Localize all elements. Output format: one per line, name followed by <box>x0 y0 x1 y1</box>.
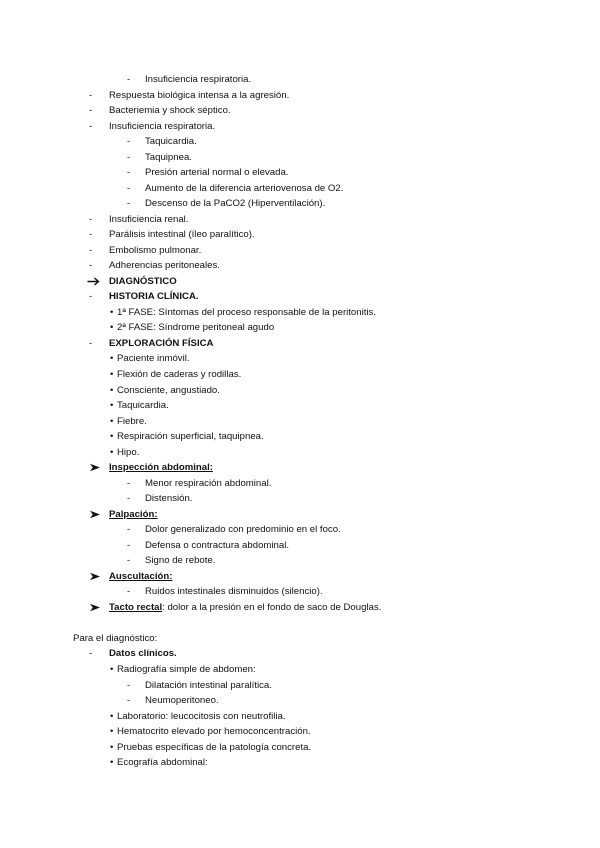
item-text: Insuficiencia respiratoria. <box>145 74 252 85</box>
heading-text: Auscultación: <box>109 571 173 582</box>
item-text: Respuesta biológica intensa a la agresión. <box>109 90 290 101</box>
dash-bullet: - <box>89 229 93 240</box>
item-text: Bacteriemia y shock séptico. <box>109 105 231 116</box>
item-text: Embolismo pulmonar. <box>109 245 202 256</box>
item-text: Respiración superficial, taquipnea. <box>117 431 264 442</box>
dash-bullet: - <box>89 105 93 116</box>
item-text: Adherencias peritoneales. <box>109 260 220 271</box>
dash-bullet: - <box>89 214 93 225</box>
dash-bullet: - <box>127 540 131 551</box>
dash-bullet: - <box>89 260 93 271</box>
item-text: 1ª FASE: Síntomas del proceso responsable de la peritonitis. <box>117 307 376 318</box>
dot-bullet: • <box>110 307 114 318</box>
item-text: Hipo. <box>117 447 140 458</box>
item-text: Taquicardia. <box>117 400 169 411</box>
item-text: Ecografía abdominal: <box>117 757 208 768</box>
item-text: Menor respiración abdominal. <box>145 478 272 489</box>
subheading-text: HISTORIA CLÍNICA. <box>109 291 199 302</box>
dot-bullet: • <box>110 742 114 753</box>
subheading-text: EXPLORACIÓN FÍSICA <box>109 338 214 349</box>
item-text: Descenso de la PaCO2 (Hiperventilación). <box>145 198 326 209</box>
item-text: Paciente inmóvil. <box>117 353 190 364</box>
item-text: Pruebas específicas de la patología concreta. <box>117 742 312 753</box>
item-text: Consciente, angustiado. <box>117 385 220 396</box>
dot-bullet: • <box>110 353 114 364</box>
item-text: Parálisis intestinal (íleo paralítico). <box>109 229 255 240</box>
dash-bullet: - <box>89 338 93 349</box>
item-text: Radiografía simple de abdomen: <box>117 664 256 675</box>
chevron-arrow-icon <box>89 600 101 612</box>
arrow-right-icon <box>87 274 100 286</box>
item-text: Neumoperitoneo. <box>145 695 219 706</box>
item-text: Ruidos intestinales disminuidos (silencio). <box>145 586 323 597</box>
dot-bullet: • <box>110 726 114 737</box>
chevron-arrow-icon <box>89 460 101 472</box>
dash-bullet: - <box>127 136 131 147</box>
item-text: Laboratorio: leucocitosis con neutrofilia. <box>117 711 286 722</box>
item-text: Taquicardia. <box>145 136 197 147</box>
item-text: Signo de rebote. <box>145 555 216 566</box>
dash-bullet: - <box>127 555 131 566</box>
item-text: Aumento de la diferencia arteriovenosa de O2. <box>145 183 344 194</box>
item-text: Distensión. <box>145 493 193 504</box>
dash-bullet: - <box>127 478 131 489</box>
dash-bullet: - <box>127 198 131 209</box>
dot-bullet: • <box>110 385 114 396</box>
item-text: Insuficiencia respiratoria. <box>109 121 216 132</box>
dash-bullet: - <box>127 586 131 597</box>
heading-text: DIAGNÓSTICO <box>109 276 177 287</box>
dash-bullet: - <box>127 680 131 691</box>
dash-bullet: - <box>89 245 93 256</box>
dot-bullet: • <box>110 369 114 380</box>
dot-bullet: • <box>110 322 114 333</box>
dash-bullet: - <box>127 695 131 706</box>
dot-bullet: • <box>110 400 114 411</box>
heading-line <box>109 600 381 615</box>
subheading-text: Datos clínicos. <box>109 648 177 659</box>
dash-bullet: - <box>127 524 131 535</box>
dash-bullet: - <box>127 167 131 178</box>
item-text: Presión arterial normal o elevada. <box>145 167 289 178</box>
item-text: Fiebre. <box>117 416 147 427</box>
paragraph-text: Para el diagnóstico: <box>73 633 158 644</box>
chevron-arrow-icon <box>89 507 101 519</box>
item-text: Dolor generalizado con predominio en el foco. <box>145 524 341 535</box>
chevron-arrow-icon <box>89 569 101 581</box>
dot-bullet: • <box>110 757 114 768</box>
heading-text: Inspección abdominal: <box>109 462 213 473</box>
heading-text: : dolor a la presión en el fondo de saco de Douglas. <box>162 602 382 613</box>
dash-bullet: - <box>89 648 93 659</box>
dot-bullet: • <box>110 447 114 458</box>
heading-text: Palpación: <box>109 509 158 520</box>
dot-bullet: • <box>110 416 114 427</box>
dot-bullet: • <box>110 711 114 722</box>
dot-bullet: • <box>110 664 114 675</box>
item-text: Taquipnea. <box>145 152 192 163</box>
item-text: Defensa o contractura abdominal. <box>145 540 289 551</box>
dash-bullet: - <box>89 291 93 302</box>
dash-bullet: - <box>89 121 93 132</box>
dash-bullet: - <box>127 493 131 504</box>
dash-bullet: - <box>89 90 93 101</box>
item-text: Insuficiencia renal. <box>109 214 189 225</box>
item-text: 2ª FASE: Síndrome peritoneal agudo <box>117 322 275 333</box>
item-text: Dilatación intestinal paralítica. <box>145 680 272 691</box>
dash-bullet: - <box>127 183 131 194</box>
heading-label: Tacto rectal <box>109 602 163 613</box>
dash-bullet: - <box>127 152 131 163</box>
dot-bullet: • <box>110 431 114 442</box>
dash-bullet: - <box>127 74 131 85</box>
item-text: Hematocrito elevado por hemoconcentración. <box>117 726 311 737</box>
item-text: Flexión de caderas y rodillas. <box>117 369 242 380</box>
